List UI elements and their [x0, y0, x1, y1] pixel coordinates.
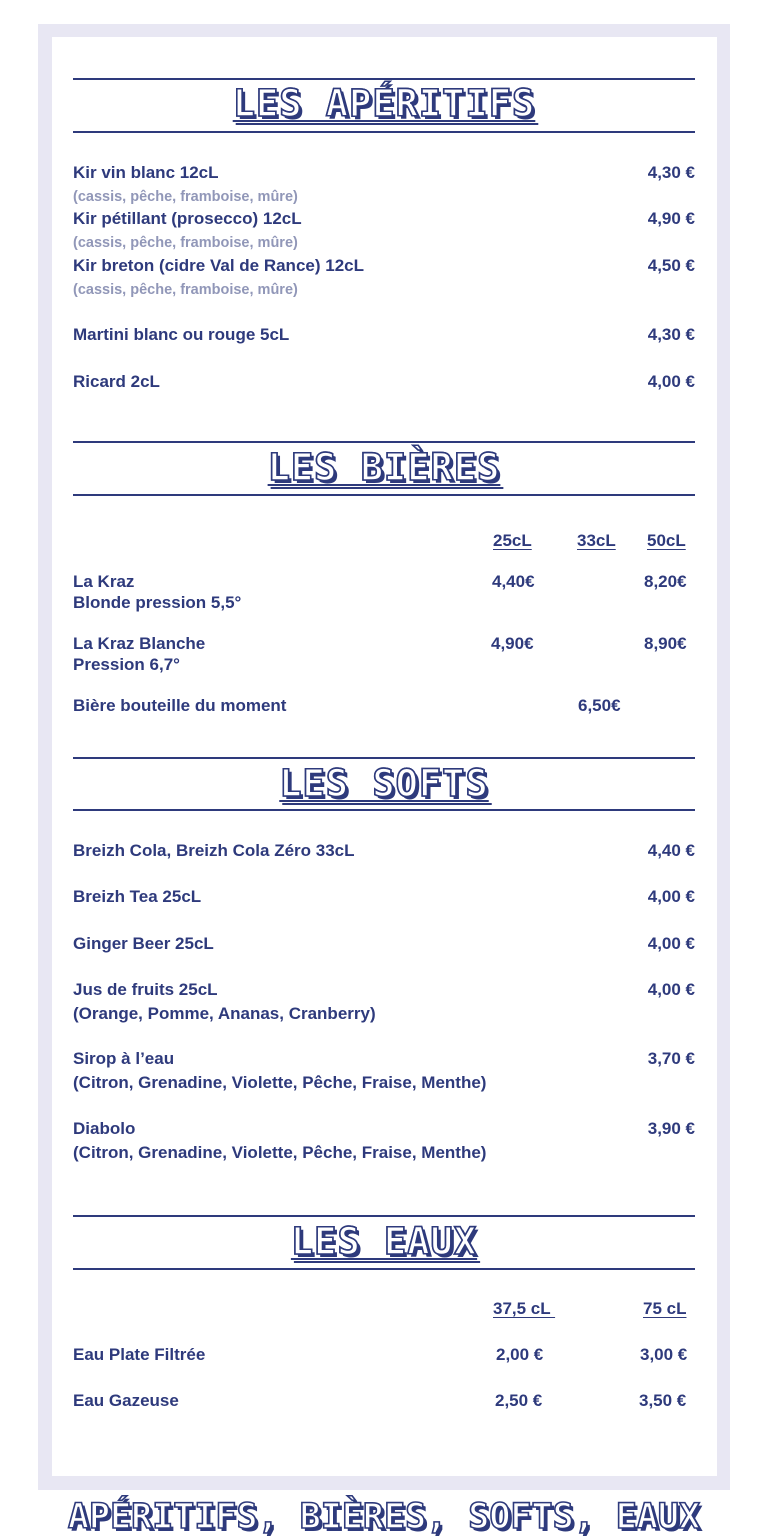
item-price: 4,30 €: [647, 163, 695, 182]
item-name: Eau Plate Filtrée: [73, 1345, 206, 1364]
item-name: Eau Gazeuse: [73, 1391, 179, 1410]
item-price-37cl: 2,50 €: [495, 1391, 543, 1410]
item-name: Diabolo: [73, 1119, 136, 1138]
item-name: Kir breton (cidre Val de Rance) 12cL: [73, 256, 364, 275]
item-price: 4,40 €: [647, 841, 695, 860]
section-rule: [73, 809, 695, 811]
item-note: (cassis, pêche, framboise, mûre): [73, 189, 298, 205]
column-header-75cl: 75 cL: [643, 1299, 687, 1318]
section-rule: [73, 494, 695, 496]
column-header-33cl: 33cL: [577, 531, 616, 550]
item-detail: (Orange, Pomme, Ananas, Cranberry): [73, 1004, 376, 1023]
section-title-bieres: LES BIÈRES: [267, 446, 501, 489]
item-name: La Kraz Blanche: [73, 634, 206, 653]
section-title-eaux: LES EAUX: [290, 1220, 478, 1263]
item-name: Jus de fruits 25cL: [73, 980, 218, 999]
item-price-37cl: 2,00 €: [496, 1345, 544, 1364]
column-header-50cl: 50cL: [647, 531, 686, 550]
item-price-33cl: 6,50€: [578, 696, 621, 715]
item-price: 4,90 €: [647, 209, 695, 228]
item-price: 3,70 €: [647, 1049, 695, 1068]
section-rule: [73, 131, 695, 133]
section-rule: [73, 757, 695, 759]
item-detail: (Citron, Grenadine, Violette, Pêche, Fraise, Menthe): [73, 1143, 487, 1162]
item-price: 3,90 €: [647, 1119, 695, 1138]
section-rule: [73, 441, 695, 443]
item-detail: Blonde pression 5,5°: [73, 593, 242, 612]
section-rule: [73, 1268, 695, 1270]
item-note: (cassis, pêche, framboise, mûre): [73, 235, 298, 251]
item-name: Kir vin blanc 12cL: [73, 163, 219, 182]
item-price-25cl: 4,40€: [492, 572, 535, 591]
item-detail: (Citron, Grenadine, Violette, Pêche, Fraise, Menthe): [73, 1073, 487, 1092]
item-name: Ricard 2cL: [73, 372, 160, 391]
item-name: Sirop à l’eau: [73, 1049, 175, 1068]
item-name: Breizh Cola, Breizh Cola Zéro 33cL: [73, 841, 355, 860]
item-price-50cl: 8,20€: [644, 572, 687, 591]
item-name: Breizh Tea 25cL: [73, 887, 202, 906]
section-title-softs: LES SOFTS: [279, 762, 489, 805]
item-name: Kir pétillant (prosecco) 12cL: [73, 209, 302, 228]
item-price: 4,50 €: [647, 256, 695, 275]
item-price: 4,00 €: [647, 934, 695, 953]
section-rule: [73, 1215, 695, 1217]
item-price-75cl: 3,00 €: [640, 1345, 688, 1364]
item-detail: Pression 6,7°: [73, 655, 180, 674]
item-name: Bière bouteille du moment: [73, 696, 287, 715]
item-price: 4,00 €: [647, 372, 695, 391]
item-name: La Kraz: [73, 572, 135, 591]
section-rule: [73, 78, 695, 80]
item-name: Martini blanc ou rouge 5cL: [73, 325, 290, 344]
item-price: 4,00 €: [647, 980, 695, 999]
item-price: 4,30 €: [647, 325, 695, 344]
item-price: 4,00 €: [647, 887, 695, 906]
footer-title: APÉRITIFS, BIÈRES, SOFTS, EAUX: [67, 1497, 701, 1537]
item-note: (cassis, pêche, framboise, mûre): [73, 282, 298, 298]
item-price-25cl: 4,90€: [491, 634, 534, 653]
section-title-aperitifs: LES APÉRITIFS: [232, 82, 536, 125]
item-price-50cl: 8,90€: [644, 634, 687, 653]
item-name: Ginger Beer 25cL: [73, 934, 214, 953]
item-price-75cl: 3,50 €: [639, 1391, 687, 1410]
column-header-37cl: 37,5 cL: [493, 1299, 556, 1318]
column-header-25cl: 25cL: [493, 531, 532, 550]
